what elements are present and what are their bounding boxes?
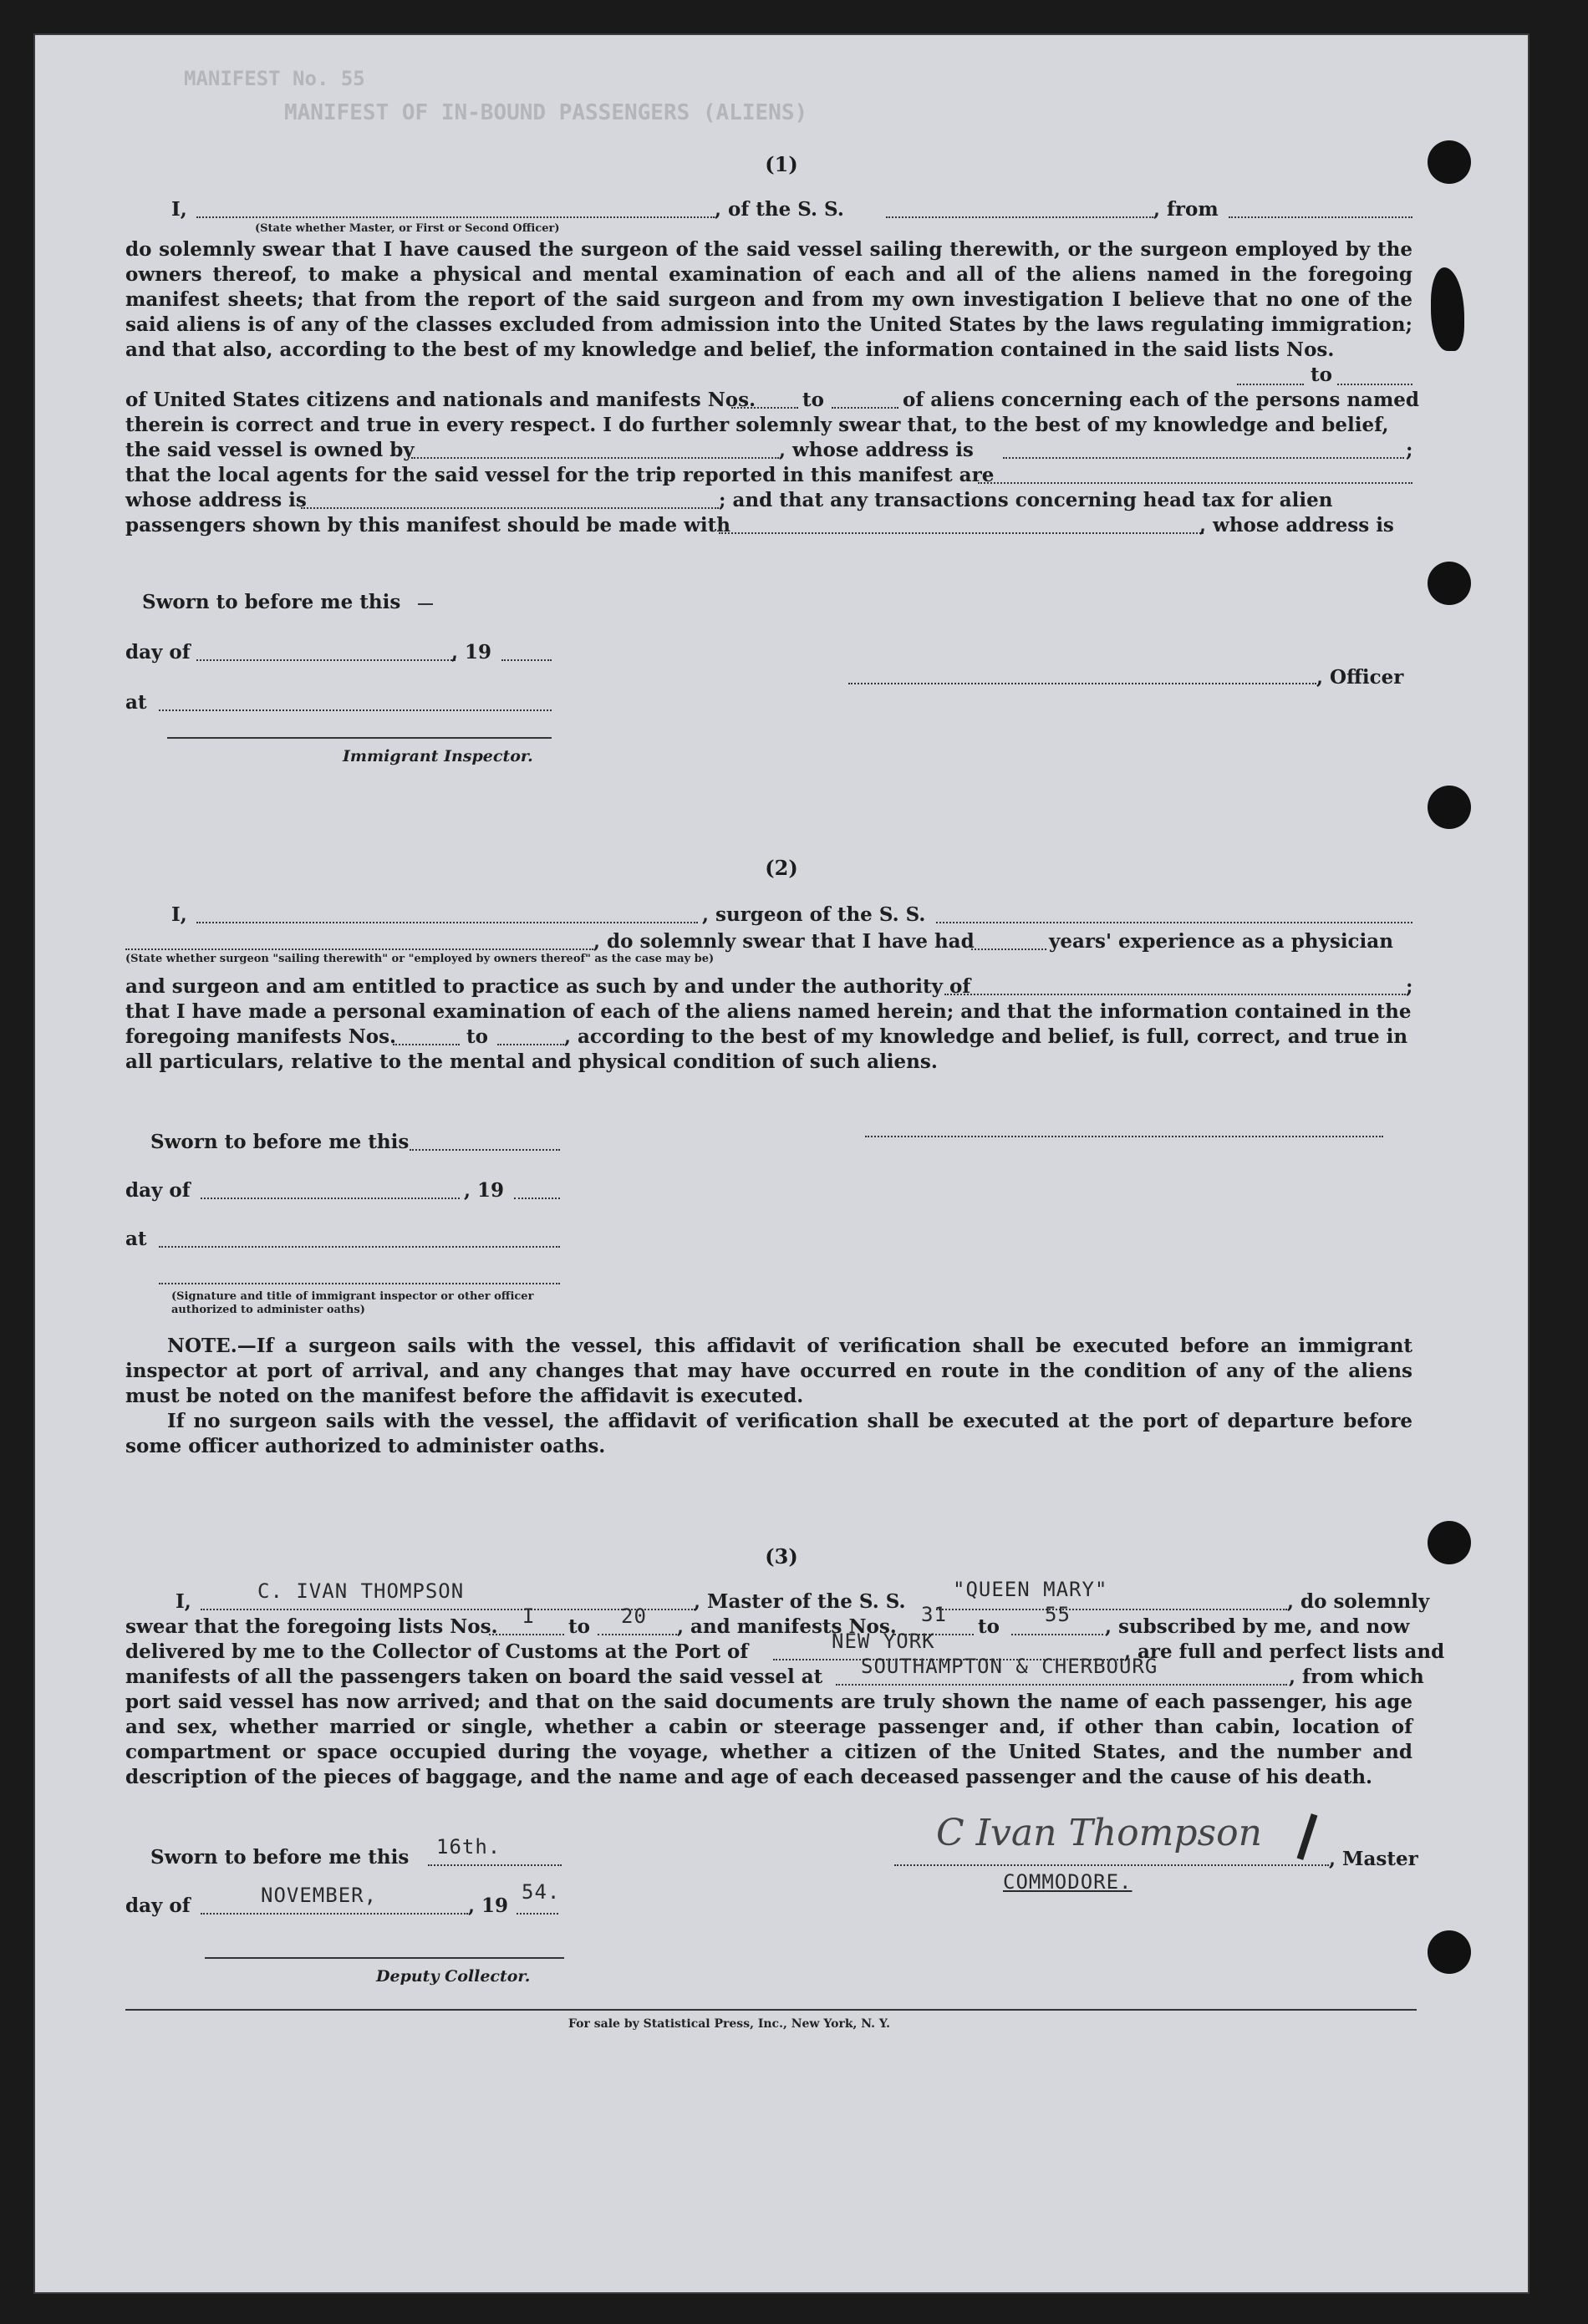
fill-line <box>159 1245 560 1248</box>
signature-line <box>159 1282 560 1284</box>
month-field: NOVEMBER, <box>261 1884 378 1907</box>
fill-line <box>1237 383 1304 385</box>
origin-port-field: SOUTHAMPTON & CHERBOURG <box>861 1655 1158 1678</box>
field-note: (State whether surgeon "sailing therewith" or "employed by owners thereof" as the case may be) <box>125 953 715 965</box>
text: , are full and perfect lists and <box>1124 1640 1445 1663</box>
field-note: (State whether Master, or First or Second Officer) <box>255 222 560 235</box>
printer-imprint: For sale by Statistical Press, Inc., New York, N. Y. <box>568 2017 890 2031</box>
affidavit-paragraph: do solemnly swear that I have caused the surgeon of the said vessel sailing therewith, or the surgeon employed by the owners thereof, to make a physical and mental examination of each and all of the aliens named in the foregoing manifest sheets; that from the report of the said surgeon and from my own investigation I believe that no one of the said aliens is of any of the classes excluded from admission into the United States by the laws regulating immigration; and that also, according to the best of my knowledge and belief, the information contained in the said lists Nos. <box>125 238 1412 361</box>
text: at <box>125 691 147 714</box>
fill-line <box>497 1043 564 1045</box>
fill-line <box>719 531 1204 534</box>
fill-line <box>301 506 719 509</box>
fill-line <box>125 948 593 950</box>
fill-line <box>731 406 798 409</box>
note-paragraph: If no surgeon sails with the vessel, the affidavit of verification shall be executed at the port of departure before some officer authorized to administer oaths. <box>125 1410 1412 1457</box>
divider <box>125 2009 1417 2011</box>
text: , do solemnly <box>1287 1590 1430 1613</box>
text: I, <box>176 1590 191 1613</box>
section-number: (1) <box>765 152 798 176</box>
fill-line <box>201 1912 468 1915</box>
fill-line <box>944 993 1406 995</box>
fill-line <box>832 406 898 409</box>
signature-caption: Immigrant Inspector. <box>343 747 533 765</box>
master-name-field: C. IVAN THOMPSON <box>257 1579 465 1603</box>
text: I, <box>171 198 187 221</box>
manifests-to-field: 55 <box>1045 1603 1071 1626</box>
note-paragraph: NOTE.—If a surgeon sails with the vessel, this affidavit of verification shall be executed before an immigrant inspector at port of arrival, and any changes that may have occurred en route in the condition of any of the aliens must be noted on the manifest before the affidavit is executed. <box>125 1335 1412 1407</box>
signature-caption: (Signature and title of immigrant inspector or other officer authorized to administer oaths) <box>171 1290 534 1316</box>
text: swear that the foregoing lists Nos. <box>125 1615 498 1638</box>
text: therein is correct and true in every respect. I do further solemnly swear that, to the best of my knowledge and belief, <box>125 414 1389 436</box>
fill-line <box>428 1864 562 1866</box>
text: , do solemnly swear that I have had <box>593 930 975 953</box>
lists-to-field: 20 <box>621 1604 647 1628</box>
text: , from which <box>1289 1665 1424 1688</box>
fill-line <box>936 921 1412 923</box>
fill-line <box>393 1043 460 1045</box>
fill-line <box>836 1683 1287 1686</box>
text: , whose address is <box>1199 514 1394 537</box>
text: years' experience as a physician <box>1049 930 1393 953</box>
text: , 19 <box>464 1179 505 1202</box>
text: , Master <box>1329 1848 1418 1870</box>
fill-line <box>971 948 1046 950</box>
fill-line <box>196 216 715 218</box>
torn-mark <box>1431 267 1464 351</box>
fill-line <box>501 659 552 661</box>
fill-line <box>936 1608 1287 1610</box>
port-field: NEW YORK <box>832 1630 935 1653</box>
text: ; <box>1406 975 1413 998</box>
text: , from <box>1153 198 1219 221</box>
text: , and manifests Nos. <box>677 1615 897 1638</box>
text: , Officer <box>1316 666 1404 689</box>
text: and surgeon and am entitled to practice as such by and under the authority of <box>125 975 971 998</box>
text: manifests of all the passengers taken on board the said vessel at <box>125 1665 823 1688</box>
text: of United States citizens and nationals and manifests Nos. <box>125 389 756 411</box>
text: , of the S. S. <box>715 198 844 221</box>
fill-line <box>1229 216 1412 218</box>
fill-line <box>514 1197 560 1199</box>
signature-stroke <box>1297 1813 1318 1860</box>
fill-line <box>489 1633 564 1635</box>
fill-line <box>418 603 433 605</box>
sworn-day-field: 16th. <box>436 1835 501 1859</box>
text: that I have made a personal examination of each of the aliens named herein; and that the information contained in the <box>125 1000 1412 1023</box>
signature-line <box>167 737 552 739</box>
text: that the local agents for the said vessel for the trip reported in this manifest are <box>125 464 995 486</box>
year-field: 54. <box>522 1880 561 1904</box>
text: to <box>1311 364 1332 386</box>
text: all particulars, relative to the mental and physical condition of such aliens. <box>125 1050 938 1073</box>
text: ; and that any transactions concerning head tax for alien <box>719 489 1333 511</box>
punch-hole <box>1428 786 1471 829</box>
text: whose address is <box>125 489 307 511</box>
text: delivered by me to the Collector of Customs at the Port of <box>125 1640 749 1663</box>
signature-line <box>205 1957 564 1959</box>
fill-line <box>411 456 779 459</box>
fill-line <box>865 1135 1383 1137</box>
fill-line <box>196 659 456 661</box>
master-signature: C Ivan Thompson <box>936 1812 1262 1854</box>
manifests-from-field: 31 <box>921 1603 947 1626</box>
fill-line <box>894 1864 1329 1866</box>
fill-line <box>598 1633 677 1635</box>
text: the said vessel is owned by <box>125 439 415 461</box>
fill-line <box>410 1148 560 1151</box>
text: Sworn to before me this <box>142 591 401 613</box>
fill-line <box>517 1912 558 1915</box>
text: , subscribed by me, and now <box>1105 1615 1410 1638</box>
text: to <box>802 389 824 411</box>
punch-hole <box>1428 562 1471 605</box>
text: day of <box>125 1179 191 1202</box>
text: of aliens concerning each of the persons named <box>903 389 1420 411</box>
text: , 19 <box>468 1894 509 1917</box>
fill-line <box>978 481 1412 484</box>
section-number: (3) <box>765 1544 798 1569</box>
punch-hole <box>1428 1930 1471 1974</box>
text: , according to the best of my knowledge and belief, is full, correct, and true in <box>564 1025 1408 1048</box>
text: foregoing manifests Nos. <box>125 1025 397 1048</box>
bleed-through-text: MANIFEST No. 55 <box>184 67 365 90</box>
text: , surgeon of the S. S. <box>702 903 926 926</box>
fill-line <box>1011 1633 1103 1635</box>
bleed-through-text: MANIFEST OF IN-BOUND PASSENGERS (ALIENS) <box>284 100 808 125</box>
fill-line <box>1337 383 1412 385</box>
fill-line <box>196 921 698 923</box>
text: at <box>125 1228 147 1250</box>
fill-line <box>201 1197 460 1199</box>
signature-caption: Deputy Collector. <box>376 1967 531 1986</box>
affidavit-paragraph: port said vessel has now arrived; and that on the said documents are truly shown the name of each passenger, his age and sex, whether married or single, whether a cabin or steerage passenger and, if other than cabin, location of compartment or space occupied during the voyage, whether a citizen of the United States, and the number and description of the pieces of baggage, and the name and age of each deceased passenger and the cause of his death. <box>125 1691 1412 1788</box>
text: to <box>466 1025 488 1048</box>
text: , 19 <box>451 641 492 664</box>
section-number: (2) <box>765 856 798 880</box>
text: Sworn to before me this <box>150 1846 410 1869</box>
lists-from-field: I <box>522 1604 536 1628</box>
text: I, <box>171 903 187 926</box>
text: ; <box>1406 439 1413 461</box>
text: to <box>978 1615 1000 1638</box>
document-page <box>33 33 1529 2294</box>
text: passengers shown by this manifest should be made with <box>125 514 730 537</box>
master-title: COMMODORE. <box>1003 1870 1132 1894</box>
ship-name-field: "QUEEN MARY" <box>953 1578 1108 1601</box>
text: day of <box>125 1894 191 1917</box>
fill-line <box>886 216 1153 218</box>
text: , Master of the S. S. <box>694 1590 906 1613</box>
text: to <box>568 1615 590 1638</box>
fill-line <box>848 682 1316 684</box>
text: day of <box>125 641 191 664</box>
fill-line <box>1003 456 1404 459</box>
text: , whose address is <box>779 439 974 461</box>
fill-line <box>159 709 552 711</box>
text: Sworn to before me this <box>150 1131 410 1153</box>
